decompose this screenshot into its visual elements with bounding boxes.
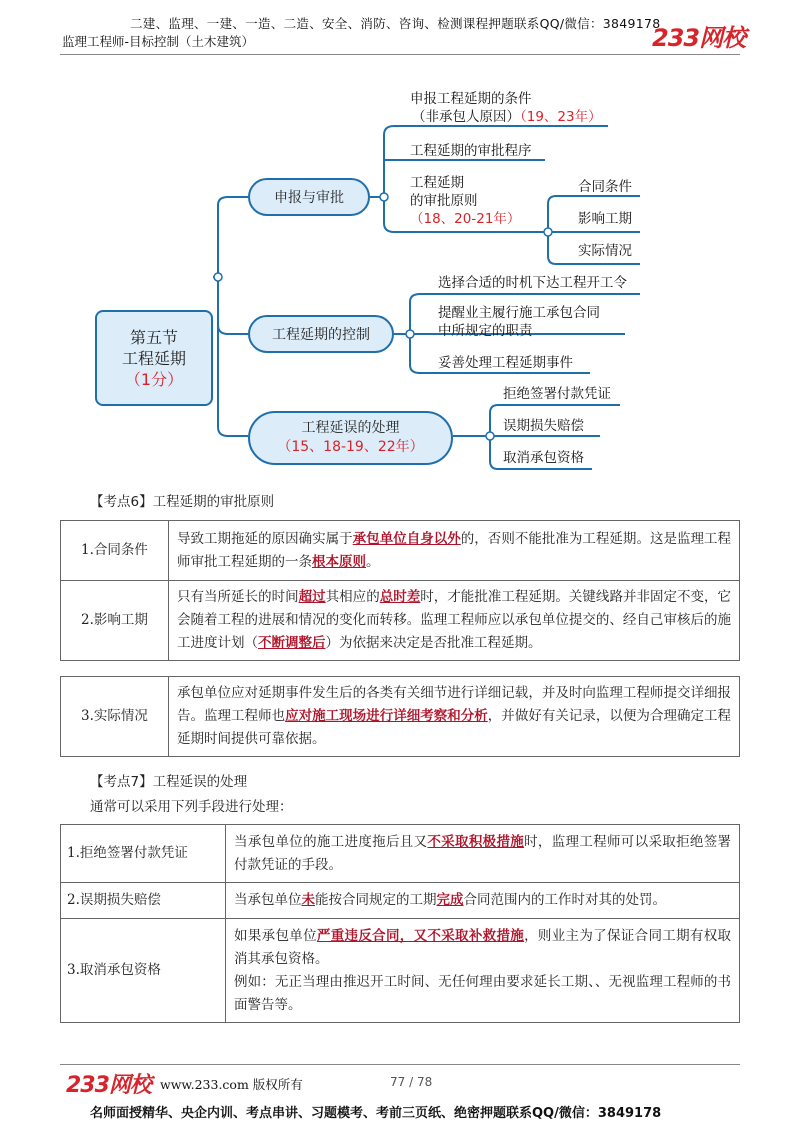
table-row [61,883,740,919]
branch2-item2-line1: 提醒业主履行施工承包合同 [438,305,600,321]
root-score: （1分） [124,369,184,389]
branch-delay-handling [248,411,453,465]
branch-apply-approve [248,178,370,216]
branch1-item3-years: （18、20-21年） [410,211,521,227]
text-segment: 。 [366,553,380,570]
branch1-item3-line1: 工程延期 [410,175,464,191]
text-segment: ，并做好有关记录，以便为合理确定工程延期时间提供可靠依据。 [177,708,732,747]
course-title: 监理工程师-目标控制（土木建筑） [62,34,255,49]
section6-table-a [60,520,740,661]
branch2-item1: 选择合适的时机下达工程开工令 [438,275,627,291]
row-content [226,825,740,883]
table-row [61,521,740,581]
branch-extension-control-label: 工程延期的控制 [272,327,370,343]
highlight-text: 根本原则 [312,553,366,570]
section7-title: 【考点7】工程延误的处理 [90,774,248,790]
branch1-sub-contract: 合同条件 [578,179,632,195]
text-segment: 当承包单位 [234,892,302,908]
footer-promo-text: 名师面授精华、央企内训、考点串讲、习题模考、考前三页纸、绝密押题联系QQ/微信：3849178 [90,1106,662,1121]
text-segment: 承包单位应对延期事件发生后的各类有关细节进行详细记载，并及时向监理工程师提交详细报告。监理工程师也 [177,685,731,724]
row-content [169,581,740,661]
text-segment: ）为依据来决定是否批准工程延期。 [325,635,542,651]
branch1-item1-line2 [412,108,602,126]
example-text: 例如：无正当理由推迟开工时间、无任何理由要求延长工期、、无视监理工程师的书面警告等。 [234,973,731,1013]
branch1-item2: 工程延期的审批程序 [410,143,532,159]
footer-site-copyright: www.233.com 版权所有 [160,1077,303,1092]
text-segment: 其相应的 [325,589,380,605]
footer-brand-logo: 233网校 [66,1073,151,1098]
highlight-text: 总时差 [379,589,421,605]
highlight-text: 超过 [298,589,326,605]
branch-extension-control [248,315,394,353]
branch2-item3: 妥善处理工程延期事件 [438,355,573,371]
row-label: 1.拒绝签署付款凭证 [61,825,226,883]
table-row [61,825,740,883]
branch1-item1-reason: （非承包人原因） [412,109,520,125]
root-line-2: 工程延期 [121,348,186,368]
row-content [169,677,740,757]
text-segment: 合同范围内的工作时对其的处罚。 [463,892,666,908]
row-label: 2.误期损失赔偿 [61,883,226,919]
header-divider [60,54,740,55]
section6-title: 【考点6】工程延期的审批原则 [90,494,275,510]
table-row [61,581,740,661]
row-content [169,521,740,581]
text-segment: 导致工期拖延的原因确实属于 [177,530,353,547]
highlight-text: 完成 [436,892,464,908]
branch3-item1: 拒绝签署付款凭证 [503,386,611,402]
text-segment: 当承包单位的施工进度拖后且又 [234,833,428,850]
text-segment: 只有当所延长的时间 [177,589,299,605]
section6-table-b [60,676,740,757]
header-promo-text: 二建、监理、一建、一造、二造、安全、消防、咨询、检测课程押题联系QQ/微信：3849178 [130,16,661,31]
branch1-sub-actual: 实际情况 [578,243,632,259]
highlight-text: 承包单位自身以外 [352,530,461,547]
branch1-item1-line1: 申报工程延期的条件 [410,91,532,107]
text-segment: 时，才能批准工程延期。关键线路并非固定不变，它会随着工程的进展和情况的变化而转移。监理工程师应以承包单位提交的、经自己审核后的施工进度计划（ [177,589,732,651]
root-line-1: 第五节 [129,327,178,347]
branch3-item3: 取消承包资格 [503,450,584,466]
highlight-text: 严重违反合同，又不采取补救措施 [316,927,525,944]
branch2-item2-line2: 中所规定的职责 [438,323,533,339]
row-label: 1.合同条件 [61,521,169,581]
highlight-text: 应对施工现场进行详细考察和分析 [285,708,488,724]
table-row [61,919,740,1023]
row-content [226,883,740,919]
branch1-item1-years: （19、23年） [520,109,602,125]
text-segment: 的，否则不能批准为工程延期。这是监理工程师审批工程延期的一条 [177,530,732,570]
text-segment: ，则业主为了保证合同工期有权取消其承包资格。 [234,927,732,967]
branch-delay-handling-years: （15、18-19、22年） [277,439,424,455]
section7-table [60,824,740,1023]
branch1-item3-line2: 的审批原则 [410,193,478,209]
highlight-text: 未 [301,892,315,908]
mindmap-root-node [95,310,213,406]
branch1-sub-schedule: 影响工期 [578,211,632,227]
row-label: 3.实际情况 [61,677,169,757]
row-label: 3.取消承包资格 [61,919,226,1023]
highlight-text: 不采取积极措施 [427,833,525,850]
brand-logo: 233网校 [652,24,746,52]
page-number: 77 / 78 [390,1075,433,1089]
text-segment: 如果承包单位 [234,927,317,944]
table-row [61,677,740,757]
branch3-item2: 误期损失赔偿 [503,418,584,434]
highlight-text: 不断调整后 [258,635,326,651]
section7-intro: 通常可以采用下列手段进行处理： [90,799,293,815]
footer-divider [60,1064,740,1065]
text-segment: 时，监理工程师可以采取拒绝签署付款凭证的手段。 [234,833,732,873]
branch-apply-approve-label: 申报与审批 [274,190,344,206]
text-segment: 能按合同规定的工期 [315,892,437,908]
branch-delay-handling-label: 工程延误的处理 [301,420,400,436]
row-content [226,919,740,1023]
row-label: 2.影响工期 [61,581,169,661]
